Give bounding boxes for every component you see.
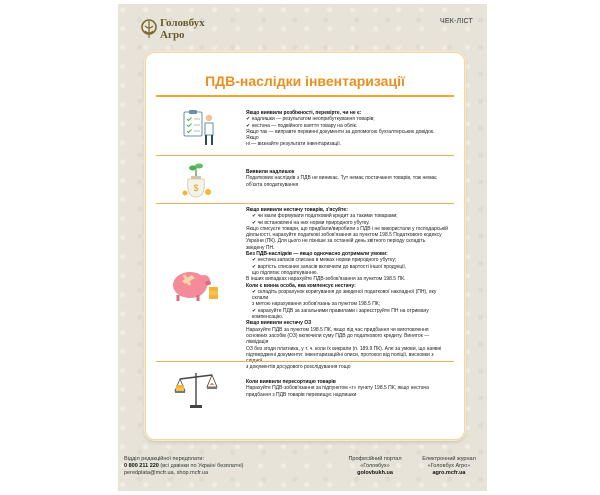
section-surplus <box>156 157 454 201</box>
section-line: ✔ нарахуйте ПДВ за загальними правилами і зареєструйте ПН на отриману <box>252 307 429 314</box>
scales-coins-icon <box>172 369 220 411</box>
footer-phone[interactable]: 0 800 211 220 <box>124 463 159 469</box>
clipboard-checklist-icon <box>172 109 220 149</box>
divider <box>156 203 454 204</box>
money-bag-plant-icon <box>172 159 220 199</box>
golovbukh-logo-icon <box>140 18 158 40</box>
section-line: Податкових наслідків з ПДВ не виникає. Тут немає постачання товарів, тож немає <box>246 175 437 182</box>
section-heading: Якщо виявили нестачу товарів, з'ясуйте: <box>246 207 348 213</box>
svg-text:$: $ <box>193 183 199 193</box>
section-line: ✔ надлишки — результатом неоприбуткування товарів; <box>246 116 375 123</box>
checklist-sheet <box>118 4 487 491</box>
section-shortage-text <box>246 207 448 371</box>
section-subheading: Без ПДВ-наслідків — якщо одночасно дотримали умови: <box>246 251 388 258</box>
logo-line2: Агро <box>160 29 185 41</box>
golovbukh-agro-logo <box>140 16 210 44</box>
section-heading: Якщо виявили розбіжності, перевірте, чи не є: <box>246 110 362 116</box>
footer-line: Електронний журнал <box>422 456 476 462</box>
section-line: ✔ складіть розрахунок коригування до зведеної податкової накладної (ПН), яку склали <box>252 288 437 302</box>
section-line: ✔ чи мали формувати податковий кредит за такими товарами; <box>252 213 398 220</box>
section-subheading: Коли є винна особа, яка компенсує нестачу: <box>246 282 356 289</box>
section-line: В інших випадках нарахуйте ПДВ-зобов'язання за пунктом 198.5 ПК. <box>246 276 406 283</box>
section-line: Якщо так — виправте первинні документи за допомогою бухгалтерських довідок. Якщо <box>246 128 435 142</box>
piggy-bank-bandage-icon <box>164 261 222 305</box>
footer-phone-note: (всі дзвінки по Україні безплатні) <box>160 463 244 469</box>
section-discrepancies-text <box>246 110 448 148</box>
section-subheading: Якщо виявили нестачу ОЗ <box>246 320 312 327</box>
footer-emails[interactable]: peredplata@mcfr.ua, shop.mcfr.ua <box>124 470 209 476</box>
checklist-tag: ЧЕК-ЛІСТ <box>440 18 473 25</box>
section-surplus-text <box>246 169 448 188</box>
section-line: з документів досудового розслідування тощо <box>246 364 351 371</box>
content-card <box>145 52 465 440</box>
section-regrading <box>156 363 454 415</box>
footer-line: «Головбух Агро» <box>427 463 471 469</box>
footer-line: «Головбух» <box>360 463 390 469</box>
footer-journal <box>414 456 484 477</box>
section-heading: Коли виявили пересортицю товарів <box>246 379 336 385</box>
footer-journal-link[interactable]: agro.mcfr.ua <box>432 470 466 476</box>
section-heading: Виявили надлишок <box>246 169 295 175</box>
section-line: ✔ нестача — подвійного взяття товару на облік. <box>246 122 358 129</box>
section-discrepancies <box>156 105 454 153</box>
section-shortage <box>156 205 454 371</box>
footer-line: Відділ редакційної передплати: <box>124 456 205 462</box>
section-line: ✔ вартість списаних запасів включили до вартості іншої продукції, <box>252 263 407 270</box>
section-line: Якщо списуєте товари, що придбали/виробили з ПДВ і не використали у господарській <box>246 225 448 232</box>
section-line: ✔ нестача запасів списана в межах норми природного убутку; <box>252 257 397 264</box>
footer-portal-link[interactable]: golovbukh.ua <box>357 470 393 476</box>
divider <box>156 155 454 156</box>
section-line: що підлягає оподаткуванню. <box>252 269 318 276</box>
footer-subscription <box>124 456 254 477</box>
footer-line: Професійний портал <box>348 456 402 462</box>
page-title: ПДВ-наслідки інвентаризації <box>205 73 405 89</box>
section-line: компенсацію. <box>252 314 284 321</box>
section-line: з метою нарахування зобов'язань за пунктом 198.5 ПК; <box>252 301 381 308</box>
section-line: основних засобів (ОЗ) включили суму ПДВ до податкового кредиту. Виняток — ліквідація <box>246 332 430 346</box>
section-line: Нарахуйте ПДВ-зобов'язання за підпунктом «г» пункту 198.5 ПК, якщо нестача <box>246 385 429 392</box>
section-line: ✔ чи встановлені на них норми природного убутку. <box>252 219 370 226</box>
section-line: об'єкта оподаткування <box>246 181 299 188</box>
title-rule <box>156 95 454 97</box>
section-line: Нарахуйте ПДВ за пунктом 198.5 ПК, якщо під час придбання чи виготовлення <box>246 326 429 333</box>
section-line: України (ПК). Для цього не пізніше за останній день звітного періоду складіть <box>246 238 426 245</box>
section-line: ОЗ без згоди платника, у т. ч. коли їх викрали (п. 189.9 ПК). Але за умови, що наявні <box>246 345 442 352</box>
divider <box>156 361 454 362</box>
footer-portal <box>340 456 410 477</box>
section-line: ні — визнайте результати інвентаризації. <box>246 141 342 148</box>
logo-line1: Головбух <box>160 17 205 29</box>
section-line: зведену ПН. <box>246 244 275 251</box>
section-line: підтверджені документи: інвентаризаційні описи, протокол від поліції, висновки з <box>246 351 434 358</box>
section-line: придбання з ПДВ товарів перевищує надлишки <box>246 391 357 398</box>
section-line: діяльності, нарахуйте податкові зобов'язання за пунктом 198.5 Податкового кодексу <box>246 232 442 239</box>
section-regrading-text <box>246 379 448 398</box>
